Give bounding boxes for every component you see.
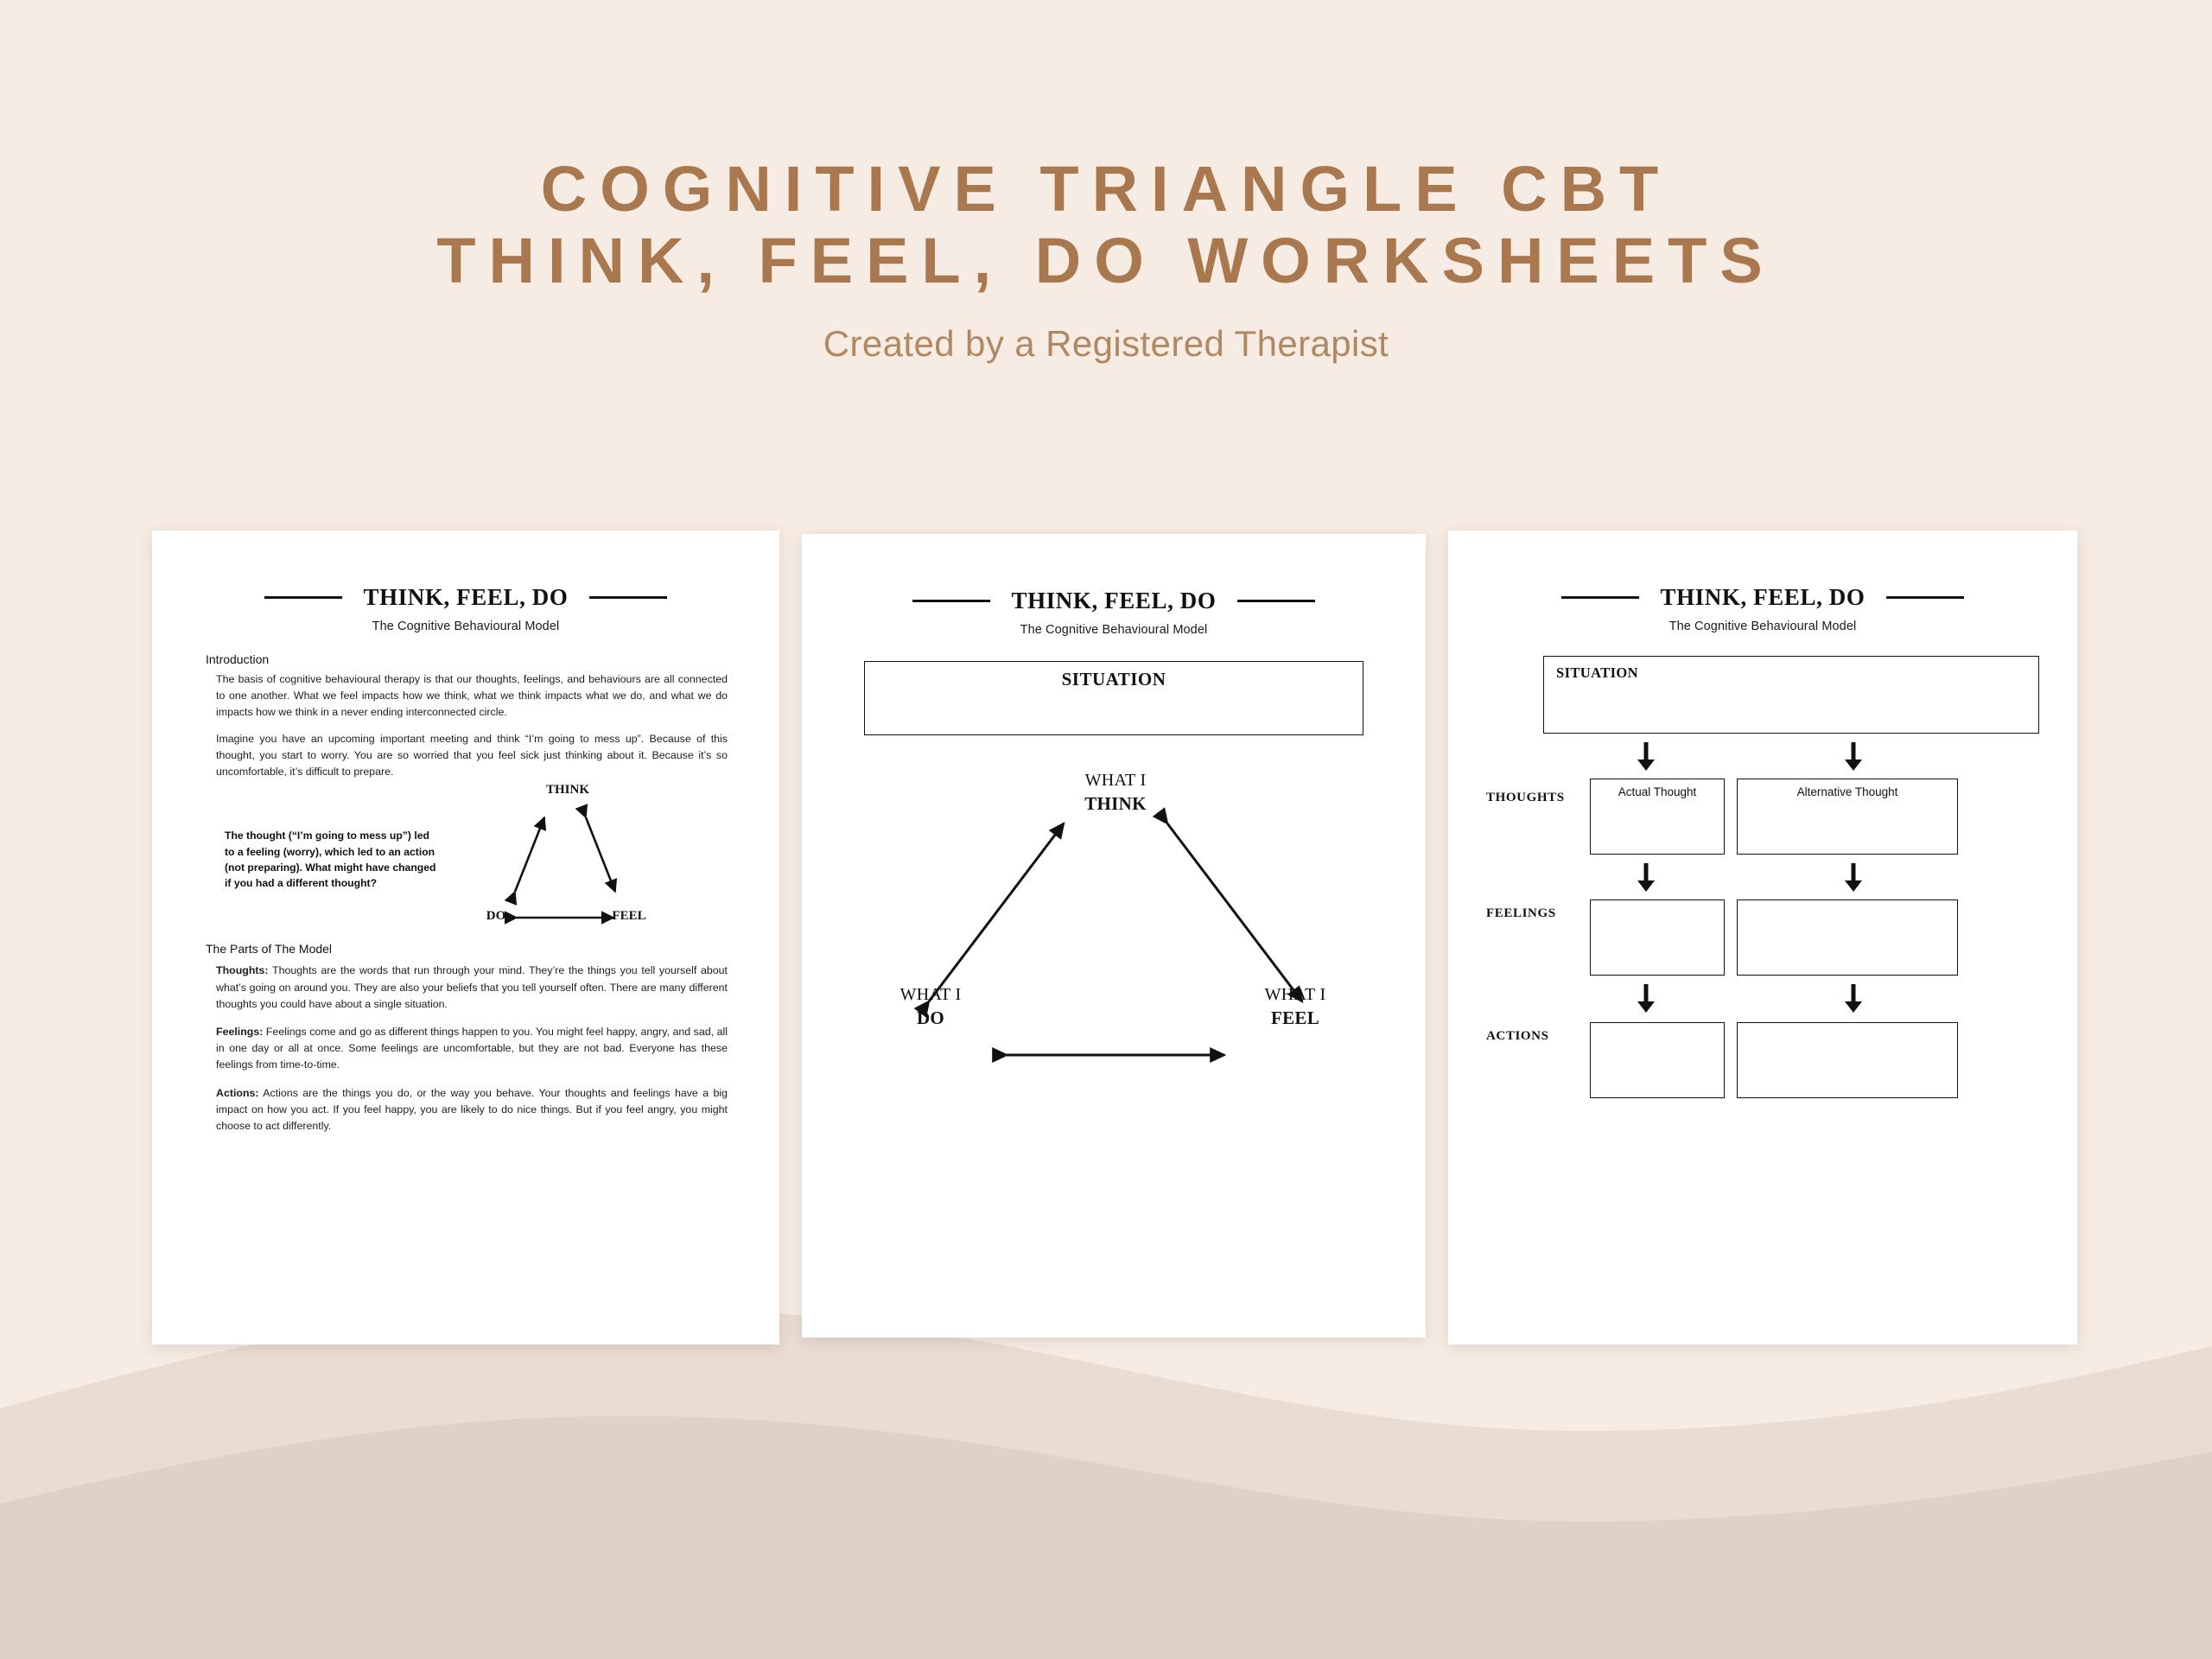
triangle-label-think-2-line1: WHAT I (1084, 771, 1147, 790)
down-arrow-icon (1842, 863, 1865, 893)
triangle-label-feel-2-line1: WHAT I (1264, 985, 1326, 1004)
part-thoughts-text: Thoughts are the words that run through your mind. They’re the things you tell yourself about what’s going on around you. They are also your beliefs that you tell yourself often. There are many different thoughts you could have about a single situation. (216, 964, 728, 1010)
cell-thoughts-actual[interactable] (1590, 779, 1725, 855)
part-feelings (206, 1024, 728, 1074)
worksheet-3-title: THINK, FEEL, DO (1660, 584, 1866, 610)
situation-label-2: SITUATION (1061, 669, 1166, 690)
intro-paragraph-2: Imagine you have an upcoming important meeting and think “I’m going to mess up”. Because of this thought, you start to worry. You are so worried that you feel sick just thinking about it. Because it’s so uncomfortable, it’s difficult to prepare. (216, 732, 728, 779)
worksheet-1-subtitle: The Cognitive Behavioural Model (372, 620, 560, 633)
row-label-thoughts: THOUGHTS (1486, 791, 1565, 804)
down-arrow-icon (1842, 984, 1865, 1014)
column-label-actual-thought: Actual Thought (1618, 785, 1697, 798)
triangle-label-do-2 (861, 984, 1000, 1029)
rule-right-icon (1237, 600, 1315, 602)
cell-thoughts-alternative[interactable] (1737, 779, 1958, 855)
triangle-label-think: THINK (545, 783, 589, 798)
triangle-label-feel: FEEL (612, 909, 646, 924)
worksheet-1-header (152, 531, 779, 611)
worksheet-2-title: THINK, FEEL, DO (1011, 588, 1217, 613)
down-arrow-icon (1842, 742, 1865, 772)
worksheet-gallery (0, 531, 2212, 1360)
situation-field-2[interactable] (864, 661, 1363, 735)
part-thoughts-label: Thoughts: (216, 964, 269, 977)
part-thoughts (206, 963, 728, 1013)
example-note: The thought (“I’m going to mess up”) led to a feeling (worry), which led to an action (not preparing). What might have changed if you had a different thought? (225, 830, 436, 890)
triangle-label-do-2-line2: DO (916, 1007, 945, 1028)
row-label-feelings: FEELINGS (1486, 906, 1556, 920)
page-title-line-1: COGNITIVE TRIANGLE CBT (540, 153, 1672, 225)
worksheet-3-header (1448, 531, 2077, 611)
rule-left-icon (264, 596, 342, 599)
worksheet-3-subtitle: The Cognitive Behavioural Model (1669, 620, 1857, 633)
worksheet-page-1[interactable] (152, 531, 779, 1344)
page-title-line-2: THINK, FEEL, DO WORKSHEETS (436, 224, 1776, 296)
triangle-label-do: DO (486, 909, 506, 924)
worksheet-page-3[interactable] (1448, 531, 2077, 1344)
down-arrow-icon (1635, 984, 1657, 1014)
background-wave-lower (0, 1348, 2212, 1659)
situation-label-3: SITUATION (1556, 664, 1638, 681)
column-label-alternative-thought: Alternative Thought (1796, 785, 1898, 798)
intro-paragraph-1: The basis of cognitive behavioural therapy is that our thoughts, feelings, and behaviours are all connected to one another. What we feel impacts how we think, what we think impacts what we do, and what we do impacts how we think in a never ending interconnected circle. (216, 673, 728, 719)
cell-actions-alternative[interactable] (1737, 1022, 1958, 1098)
down-arrow-icon (1635, 863, 1657, 893)
worksheet-2-subtitle: The Cognitive Behavioural Model (1020, 623, 1208, 637)
down-arrow-icon (1635, 742, 1657, 772)
worksheet-1-title: THINK, FEEL, DO (363, 584, 569, 610)
worksheet-page-2[interactable] (802, 534, 1426, 1338)
page-title (0, 0, 2212, 297)
part-actions-text: Actions are the things you do, or the way you behave. Your thoughts and feelings have a big impact on how you act. If you feel happy, you are likely to do nice things. But if you feel angry, you might choose to act differently. (216, 1086, 728, 1133)
rule-left-icon (1561, 596, 1639, 599)
part-actions-label: Actions: (216, 1086, 259, 1099)
part-actions (206, 1085, 728, 1135)
triangle-arrows-icon (846, 770, 1382, 1133)
cognitive-triangle-diagram-large (846, 770, 1382, 1133)
page-subtitle: Created by a Registered Therapist (823, 322, 1389, 364)
example-triangle-block (206, 783, 728, 937)
page-header (0, 0, 2212, 365)
cognitive-triangle-diagram-small (465, 783, 750, 937)
triangle-label-think-2-line2: THINK (1084, 792, 1147, 814)
part-feelings-text: Feelings come and go as different things happen to you. You might feel happy, angry, and sad, all in one day or all at once. Some feelings are uncomfortable, but they are not bad. Everyone has these feelings from time-to-time. (216, 1025, 728, 1071)
situation-field-3[interactable] (1543, 656, 2039, 734)
part-feelings-label: Feelings: (216, 1025, 264, 1038)
cell-feelings-alternative[interactable] (1737, 899, 1958, 976)
intro-heading: Introduction (206, 652, 270, 666)
row-label-actions: ACTIONS (1486, 1029, 1549, 1043)
triangle-label-feel-2 (1226, 984, 1364, 1029)
rule-right-icon (1886, 596, 1964, 599)
triangle-label-think-2 (1046, 770, 1185, 815)
cell-feelings-actual[interactable] (1590, 899, 1725, 976)
triangle-label-do-2-line1: WHAT I (899, 985, 962, 1004)
parts-heading: The Parts of The Model (206, 942, 333, 957)
thought-record-grid (1486, 737, 2039, 1290)
worksheet-2-header (802, 534, 1426, 614)
rule-right-icon (589, 596, 667, 599)
triangle-label-feel-2-line2: FEEL (1270, 1007, 1320, 1028)
cell-actions-actual[interactable] (1590, 1022, 1725, 1098)
rule-left-icon (912, 600, 990, 602)
